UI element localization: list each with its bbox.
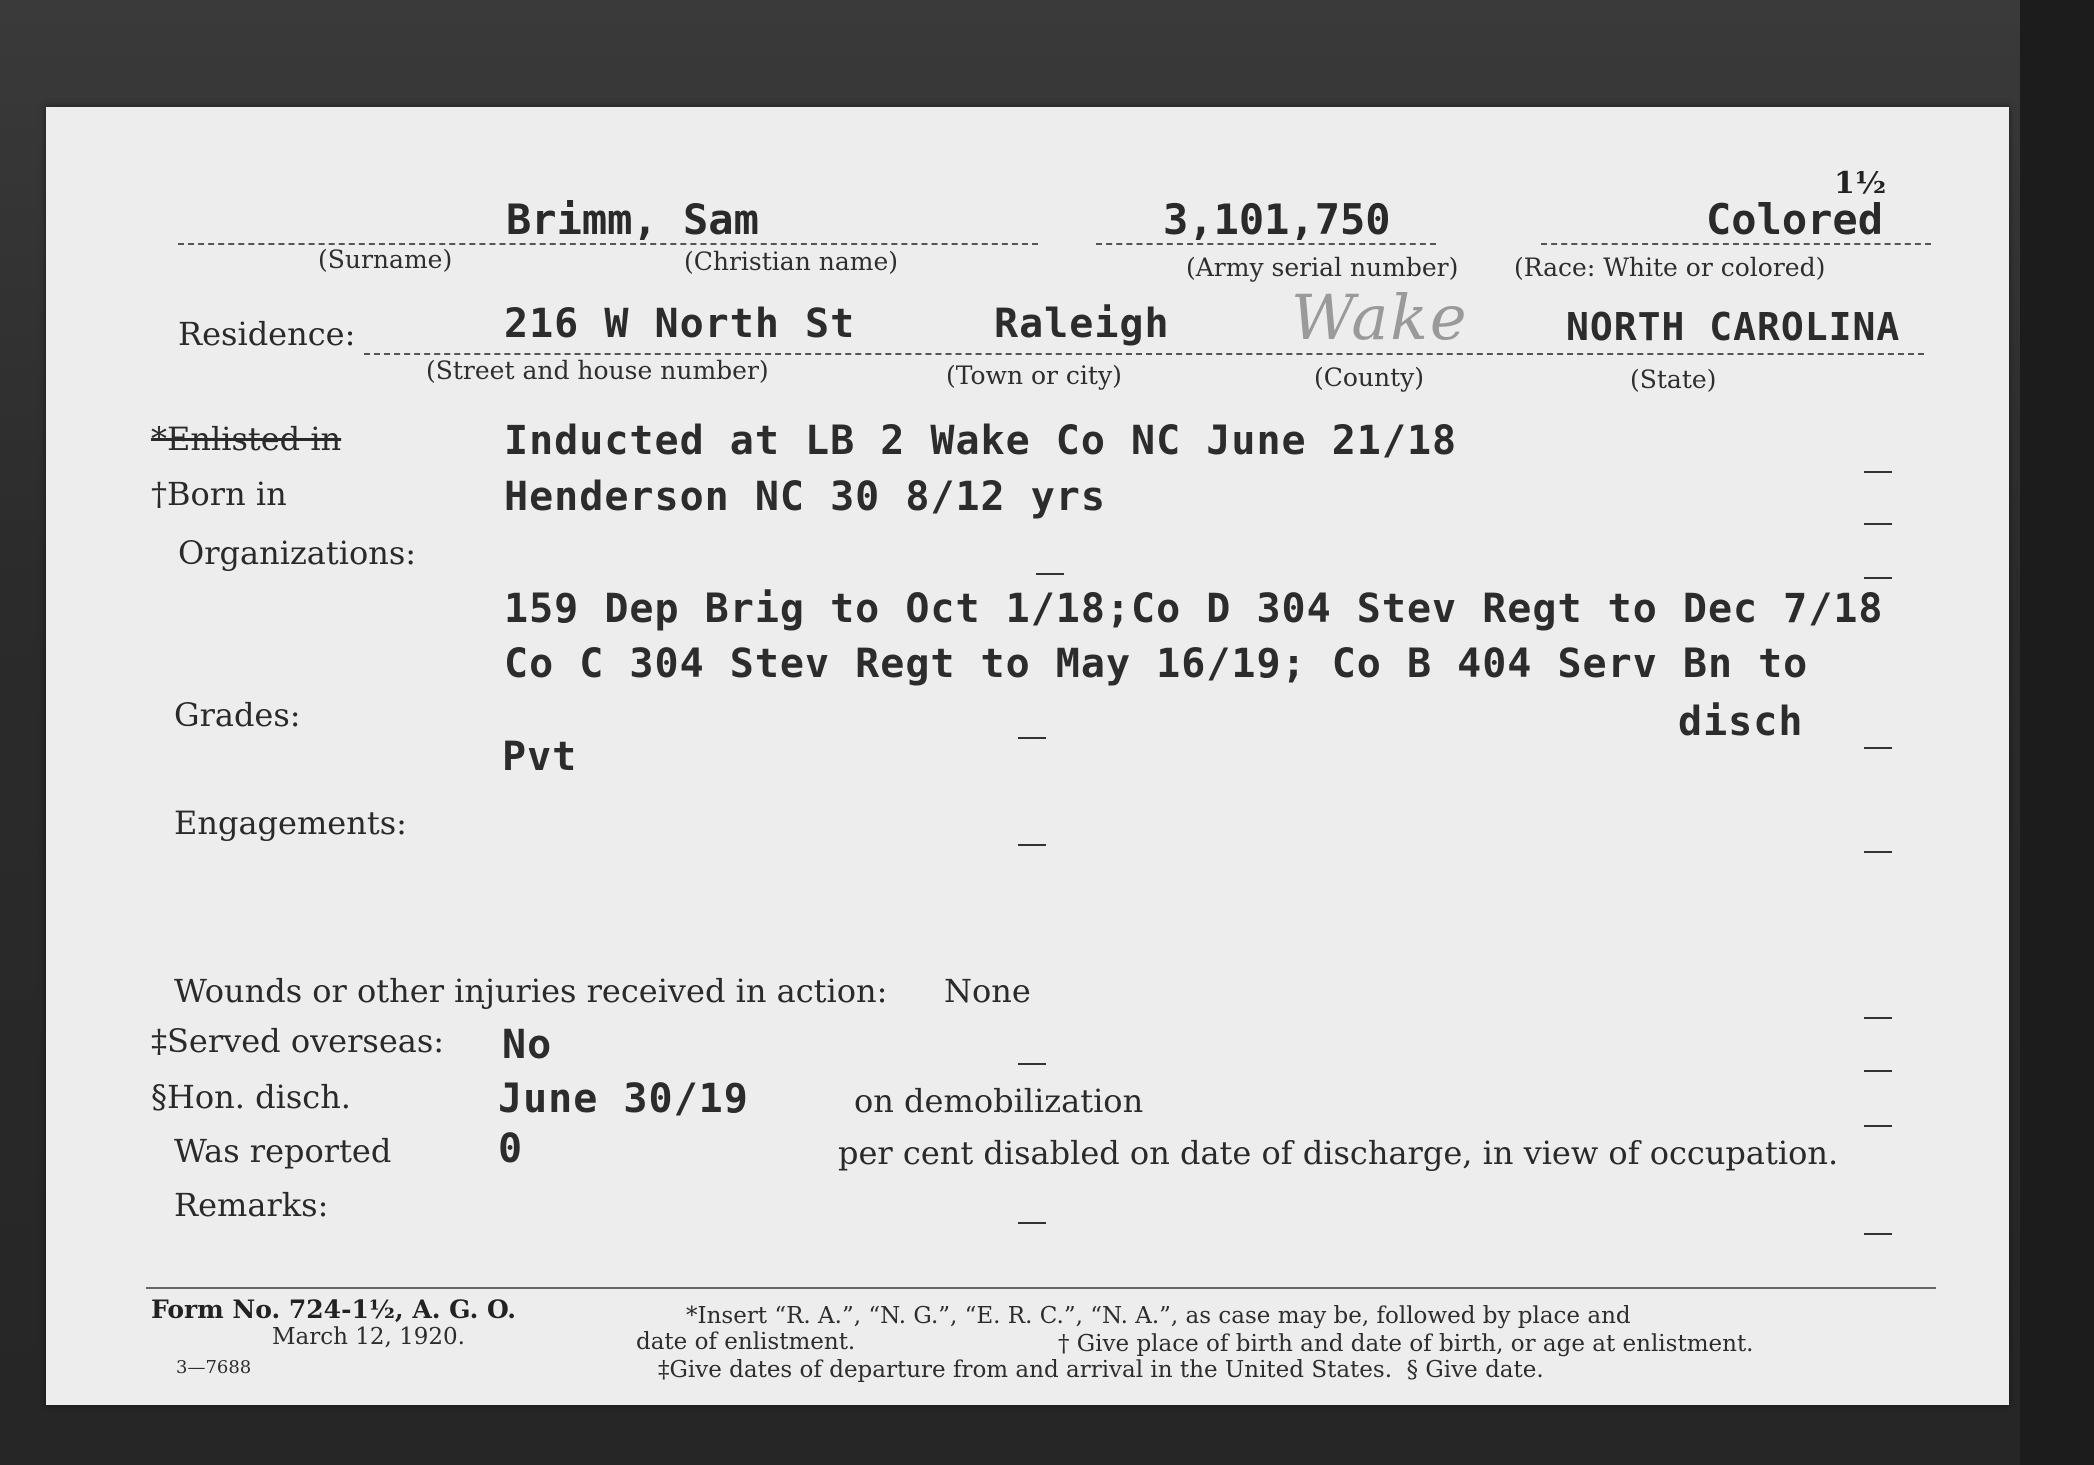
- organizations-line-1: 159 Dep Brig to Oct 1/18;Co D 304 Stev Regt to Dec 7/18: [504, 586, 1884, 632]
- reported-suffix: per cent disabled on date of discharge, in view of occupation.: [838, 1134, 1839, 1172]
- born-label: †Born in: [151, 475, 287, 513]
- wounds-label: Wounds or other injuries received in action:: [174, 972, 888, 1010]
- wounds-value: None: [944, 972, 1031, 1010]
- hon-disch-label: §Hon. disch.: [151, 1078, 351, 1116]
- surname-name: Brimm, Sam: [506, 195, 759, 244]
- race-line: [1541, 243, 1931, 245]
- caption-christian: (Christian name): [684, 247, 899, 276]
- footnote-line-2b: † Give place of birth and date of birth, or age at enlistment.: [1058, 1331, 1754, 1357]
- corner-mark: 1½: [1834, 166, 1887, 201]
- enlisted-value: Inducted at LB 2 Wake Co NC June 21/18: [504, 418, 1458, 464]
- organizations-line-3: disch: [1678, 699, 1804, 745]
- caption-state: (State): [1630, 365, 1717, 394]
- engagements-label: Engagements:: [174, 804, 407, 842]
- organizations-label: Organizations:: [178, 534, 417, 572]
- grades-value: Pvt: [502, 734, 578, 780]
- tick-mark: [1864, 1233, 1892, 1235]
- footer-rule: [146, 1287, 1936, 1289]
- serial-number: 3,101,750: [1163, 195, 1391, 244]
- tick-mark: [1864, 1017, 1892, 1019]
- caption-race: (Race: White or colored): [1514, 253, 1826, 282]
- race-value: Colored: [1706, 195, 1884, 244]
- tick-mark: [1864, 577, 1892, 579]
- tick-mark: [1864, 471, 1892, 473]
- tick-mark: [1864, 747, 1892, 749]
- born-value: Henderson NC 30 8/12 yrs: [504, 474, 1106, 520]
- form-code: 3—7688: [176, 1357, 252, 1378]
- enlisted-label: *Enlisted in: [151, 420, 342, 458]
- overseas-label: ‡Served overseas:: [151, 1022, 445, 1060]
- tick-mark: [1864, 1070, 1892, 1072]
- residence-label: Residence:: [178, 315, 356, 353]
- caption-serial: (Army serial number): [1186, 253, 1459, 282]
- form-date: March 12, 1920.: [272, 1324, 465, 1350]
- tick-mark: [1864, 523, 1892, 525]
- caption-county: (County): [1314, 363, 1425, 392]
- name-line: [178, 243, 1038, 245]
- tick-mark: [1018, 737, 1046, 739]
- form-number: Form No. 724-1½, A. G. O.: [151, 1295, 517, 1324]
- residence-line: [364, 353, 1924, 355]
- organizations-line-2: Co C 304 Stev Regt to May 16/19; Co B 404 Serv Bn to: [504, 641, 1809, 687]
- tick-mark: [1864, 851, 1892, 853]
- town-value: Raleigh: [994, 301, 1170, 347]
- hon-disch-suffix: on demobilization: [854, 1082, 1144, 1120]
- reported-label: Was reported: [174, 1132, 392, 1170]
- grades-label: Grades:: [174, 696, 301, 734]
- state-value: NORTH CAROLINA: [1566, 305, 1901, 349]
- overseas-value: No: [502, 1022, 553, 1068]
- tick-mark: [1036, 573, 1064, 575]
- scan-edge: [2020, 0, 2094, 1465]
- tick-mark: [1018, 1063, 1046, 1065]
- tick-mark: [1018, 844, 1046, 846]
- footnote-line-2a: date of enlistment.: [636, 1329, 856, 1355]
- caption-surname: (Surname): [318, 245, 453, 274]
- caption-street: (Street and house number): [426, 356, 769, 385]
- footnote-line-3: ‡Give dates of departure from and arrival in the United States. § Give date.: [658, 1357, 1544, 1383]
- county-handwritten: Wake: [1291, 281, 1469, 354]
- hon-disch-value: June 30/19: [498, 1076, 749, 1122]
- serial-line: [1096, 243, 1436, 245]
- tick-mark: [1864, 1125, 1892, 1127]
- caption-town: (Town or city): [946, 361, 1122, 390]
- reported-value: 0: [498, 1126, 524, 1172]
- remarks-label: Remarks:: [174, 1186, 329, 1224]
- tick-mark: [1018, 1222, 1046, 1224]
- service-record-card: [46, 107, 2009, 1405]
- footnote-line-1: *Insert “R. A.”, “N. G.”, “E. R. C.”, “N. A.”, as case may be, followed by place and: [686, 1303, 1631, 1329]
- street-value: 216 W North St: [504, 301, 856, 347]
